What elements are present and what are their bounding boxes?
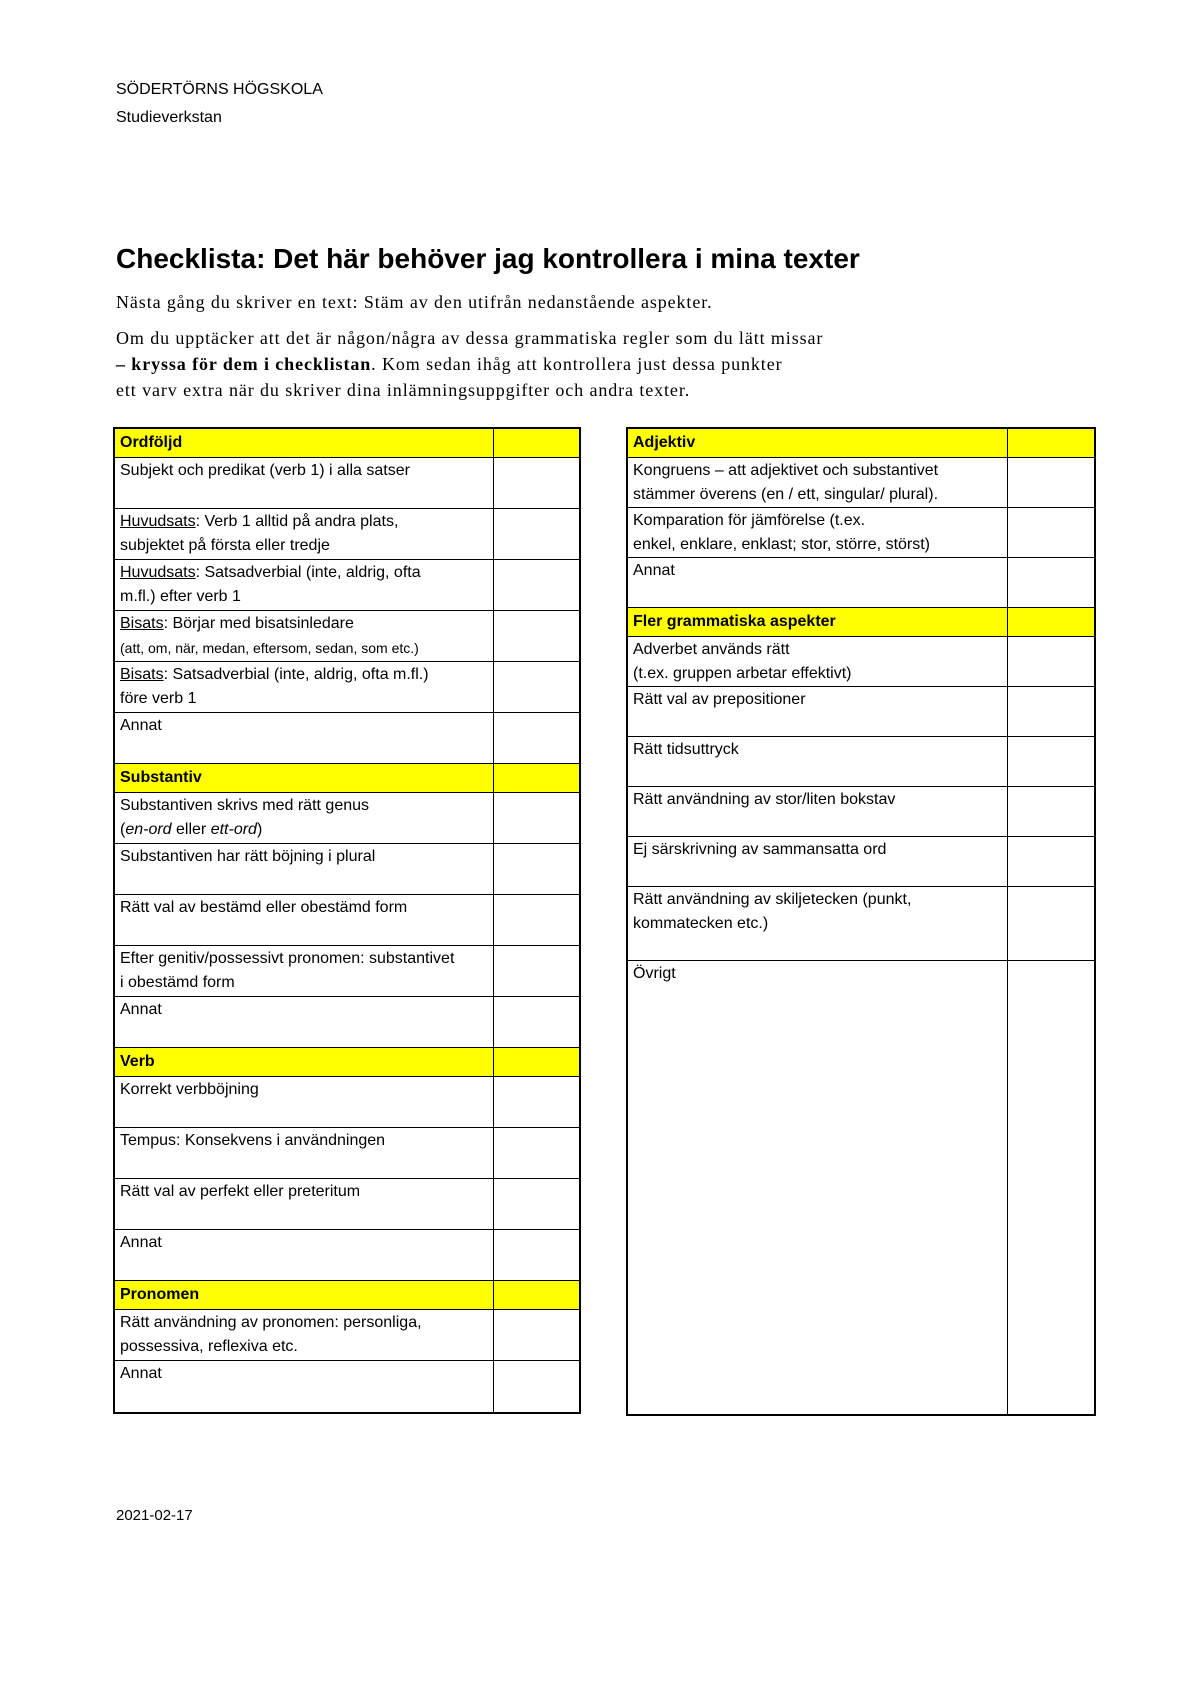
checklist-checkbox[interactable] <box>493 1310 579 1360</box>
checklist-checkbox[interactable] <box>1007 508 1094 557</box>
checklist-checkbox[interactable] <box>493 793 579 843</box>
item-line <box>120 561 488 585</box>
section-heading-check-cell <box>493 1048 579 1076</box>
institution-name: SÖDERTÖRNS HÖGSKOLA <box>116 81 323 98</box>
item-text: : Satsadverbial (inte, aldrig, ofta m.fl.) <box>163 666 429 683</box>
section-heading-adjektiv: Adjektiv <box>633 434 696 451</box>
checklist-row <box>628 887 1094 961</box>
instruction-line-3: ett varv extra när du skriver dina inlämningsuppgifter och andra texter. <box>116 380 691 400</box>
checklist-item-label <box>115 458 493 508</box>
item-line: Rätt tidsuttryck <box>633 741 739 758</box>
checklist-row <box>115 946 579 997</box>
section-heading-check-cell <box>1007 608 1094 636</box>
checklist-row <box>115 1128 579 1179</box>
item-line: Rätt val av bestämd eller obestämd form <box>120 899 408 916</box>
item-line <box>120 510 488 534</box>
document-date: 2021-02-17 <box>116 1507 193 1524</box>
checklist-item-label <box>115 1310 493 1360</box>
intro-paragraph: Nästa gång du skriver en text: Stäm av den utifrån nedanstående aspekter. <box>116 292 713 312</box>
checklist-item-label <box>115 509 493 559</box>
checklist-checkbox[interactable] <box>493 844 579 894</box>
section-heading-verb: Verb <box>120 1053 155 1070</box>
checklist-item-label <box>115 560 493 610</box>
checklist-item-label <box>115 844 493 894</box>
section-heading-check-cell <box>493 1281 579 1309</box>
checklist-checkbox[interactable] <box>493 713 579 763</box>
item-text: : Verb 1 alltid på andra plats, <box>195 513 399 530</box>
section-heading-check-cell <box>493 764 579 792</box>
checklist-item-label <box>628 737 1007 786</box>
checklist-row <box>628 787 1094 837</box>
checklist-checkbox[interactable] <box>493 1230 579 1280</box>
item-line: Annat <box>120 1001 162 1018</box>
section-heading-row <box>628 429 1094 458</box>
checklist-item-label <box>628 787 1007 836</box>
document-title: Checklista: Det här behöver jag kontrollera i mina texter <box>116 243 860 274</box>
item-line <box>120 663 488 687</box>
checklist-row <box>115 1230 579 1281</box>
item-line: Efter genitiv/possessivt pronomen: substantivet <box>120 950 455 967</box>
item-line: Komparation för jämförelse (t.ex. <box>633 512 866 529</box>
checklist-item-label <box>628 458 1007 507</box>
item-line: Rätt användning av skiljetecken (punkt, <box>633 891 912 908</box>
checklist-item-label <box>115 611 493 661</box>
underlined-term: Bisats <box>120 615 164 632</box>
checklist-checkbox[interactable] <box>493 1077 579 1127</box>
checklist-row <box>628 687 1094 737</box>
checklist-table-left <box>113 427 581 1414</box>
checklist-checkbox[interactable] <box>493 560 579 610</box>
item-line: Tempus: Konsekvens i användningen <box>120 1132 386 1149</box>
checklist-row <box>628 737 1094 787</box>
checklist-item-label <box>628 637 1007 686</box>
section-heading-row <box>115 1048 579 1077</box>
item-line: Annat <box>633 562 675 579</box>
section-heading-check-cell <box>493 429 579 457</box>
checklist-row <box>115 611 579 662</box>
underlined-term: Huvudsats <box>120 513 196 530</box>
section-heading-row <box>115 429 579 458</box>
checklist-item-label <box>628 837 1007 886</box>
section-heading-ordfoljd: Ordföljd <box>120 434 183 451</box>
checklist-row <box>628 508 1094 558</box>
item-line: Subjekt och predikat (verb 1) i alla satser <box>120 462 410 479</box>
checklist-checkbox[interactable] <box>1007 558 1094 607</box>
item-line: Kongruens – att adjektivet och substantivet <box>633 462 939 479</box>
checklist-row <box>115 713 579 764</box>
checklist-item-label <box>115 895 493 945</box>
checklist-row <box>115 509 579 560</box>
item-text: eller <box>171 821 211 838</box>
checklist-table-right <box>626 427 1096 1416</box>
unit-name: Studieverkstan <box>116 109 222 126</box>
checklist-item-label <box>115 1077 493 1127</box>
item-line: Annat <box>120 1234 162 1251</box>
checklist-checkbox[interactable] <box>1007 637 1094 686</box>
item-line-2: i obestämd form <box>120 974 235 991</box>
paren-open: ( <box>120 821 126 838</box>
checklist-item-label <box>115 1128 493 1178</box>
item-line-2: kommatecken etc.) <box>633 915 769 932</box>
item-line <box>120 612 488 636</box>
checklist-row <box>115 1310 579 1361</box>
checklist-item-label <box>115 997 493 1047</box>
instruction-line-1: Om du upptäcker att det är någon/några av dessa grammatiska regler som du lätt missar <box>116 328 824 348</box>
checklist-row-ovrigt <box>628 961 1094 1414</box>
checklist-row <box>115 895 579 946</box>
checklist-checkbox[interactable] <box>493 1179 579 1229</box>
instruction-line-2 <box>116 351 823 377</box>
item-line: Rätt användning av stor/liten bokstav <box>633 791 896 808</box>
item-text: : Börjar med bisatsinledare <box>163 615 354 632</box>
checklist-row <box>115 458 579 509</box>
checklist-row <box>628 458 1094 508</box>
checklist-item-label <box>628 887 1007 960</box>
checklist-row <box>628 637 1094 687</box>
checklist-checkbox[interactable] <box>493 509 579 559</box>
checklist-checkbox[interactable] <box>1007 687 1094 736</box>
item-line: Korrekt verbböjning <box>120 1081 259 1098</box>
instruction-line-2-rest: . Kom sedan ihåg att kontrollera just dessa punkter <box>371 354 783 374</box>
item-line: Rätt val av perfekt eller preteritum <box>120 1183 361 1200</box>
instruction-paragraph <box>116 325 823 403</box>
item-line-2: m.fl.) efter verb 1 <box>120 588 241 605</box>
checklist-row <box>115 560 579 611</box>
checklist-checkbox[interactable] <box>1007 961 1094 1414</box>
item-line-2: (att, om, när, medan, eftersom, sedan, som etc.) <box>120 640 419 656</box>
checklist-row <box>628 837 1094 887</box>
section-heading-fler-grammatiska-aspekter: Fler grammatiska aspekter <box>633 613 836 630</box>
checklist-checkbox[interactable] <box>493 458 579 508</box>
section-heading-check-cell <box>1007 429 1094 457</box>
checklist-row <box>115 662 579 713</box>
checklist-item-label <box>115 662 493 712</box>
checklist-checkbox[interactable] <box>493 611 579 661</box>
checklist-row <box>115 1077 579 1128</box>
section-heading-substantiv: Substantiv <box>120 769 202 786</box>
item-line: Övrigt <box>633 965 676 982</box>
checklist-checkbox[interactable] <box>1007 837 1094 886</box>
section-heading-row <box>628 608 1094 637</box>
section-heading-pronomen: Pronomen <box>120 1286 200 1303</box>
item-line-2: possessiva, reflexiva etc. <box>120 1338 298 1355</box>
item-line: Rätt val av prepositioner <box>633 691 806 708</box>
checklist-checkbox[interactable] <box>493 946 579 996</box>
checklist-item-label <box>628 687 1007 736</box>
item-line: Annat <box>120 1365 162 1382</box>
checklist-checkbox[interactable] <box>493 1361 579 1412</box>
checklist-row <box>115 997 579 1048</box>
item-line: Rätt användning av pronomen: personliga, <box>120 1314 422 1331</box>
instruction-emphasis: – kryssa för dem i checklistan <box>116 354 372 374</box>
item-line-2: före verb 1 <box>120 690 197 707</box>
item-line-2 <box>120 818 488 842</box>
checklist-checkbox[interactable] <box>493 1128 579 1178</box>
checklist-item-label <box>115 1179 493 1229</box>
checklist-item-label <box>115 713 493 763</box>
checklist-checkbox[interactable] <box>1007 458 1094 507</box>
item-line: Substantiven har rätt böjning i plural <box>120 848 376 865</box>
checklist-item-label <box>628 508 1007 557</box>
checklist-row <box>115 1361 579 1412</box>
checklist-row <box>115 793 579 844</box>
italic-term: en-ord <box>125 821 172 838</box>
checklist-item-label <box>628 558 1007 607</box>
checklist-checkbox[interactable] <box>493 997 579 1047</box>
checklist-checkbox[interactable] <box>1007 887 1094 960</box>
checklist-row <box>115 1179 579 1230</box>
checklist-row <box>115 844 579 895</box>
item-line-2: (t.ex. gruppen arbetar effektivt) <box>633 665 852 682</box>
underlined-term: Huvudsats <box>120 564 196 581</box>
checklist-item-label <box>115 946 493 996</box>
checklist-checkbox[interactable] <box>1007 787 1094 836</box>
item-line: Ej särskrivning av sammansatta ord <box>633 841 887 858</box>
checklist-checkbox[interactable] <box>493 662 579 712</box>
section-heading-row <box>115 764 579 793</box>
checklist-item-label <box>115 1230 493 1280</box>
item-line-2: stämmer överens (en / ett, singular/ plural). <box>633 486 939 503</box>
item-line-2: subjektet på första eller tredje <box>120 537 330 554</box>
checklist-item-label <box>115 1361 493 1412</box>
italic-term: ett-ord <box>210 821 257 838</box>
checklist-item-label <box>628 961 1007 1414</box>
section-heading-row <box>115 1281 579 1310</box>
checklist-item-label <box>115 793 493 843</box>
checklist-row <box>628 558 1094 608</box>
item-line: Annat <box>120 717 162 734</box>
checklist-checkbox[interactable] <box>493 895 579 945</box>
paren-close: ) <box>256 821 263 838</box>
item-text: : Satsadverbial (inte, aldrig, ofta <box>195 564 421 581</box>
item-line: Substantiven skrivs med rätt genus <box>120 797 370 814</box>
checklist-checkbox[interactable] <box>1007 737 1094 786</box>
item-line-2: enkel, enklare, enklast; stor, större, störst) <box>633 536 931 553</box>
underlined-term: Bisats <box>120 666 164 683</box>
item-line: Adverbet används rätt <box>633 641 790 658</box>
